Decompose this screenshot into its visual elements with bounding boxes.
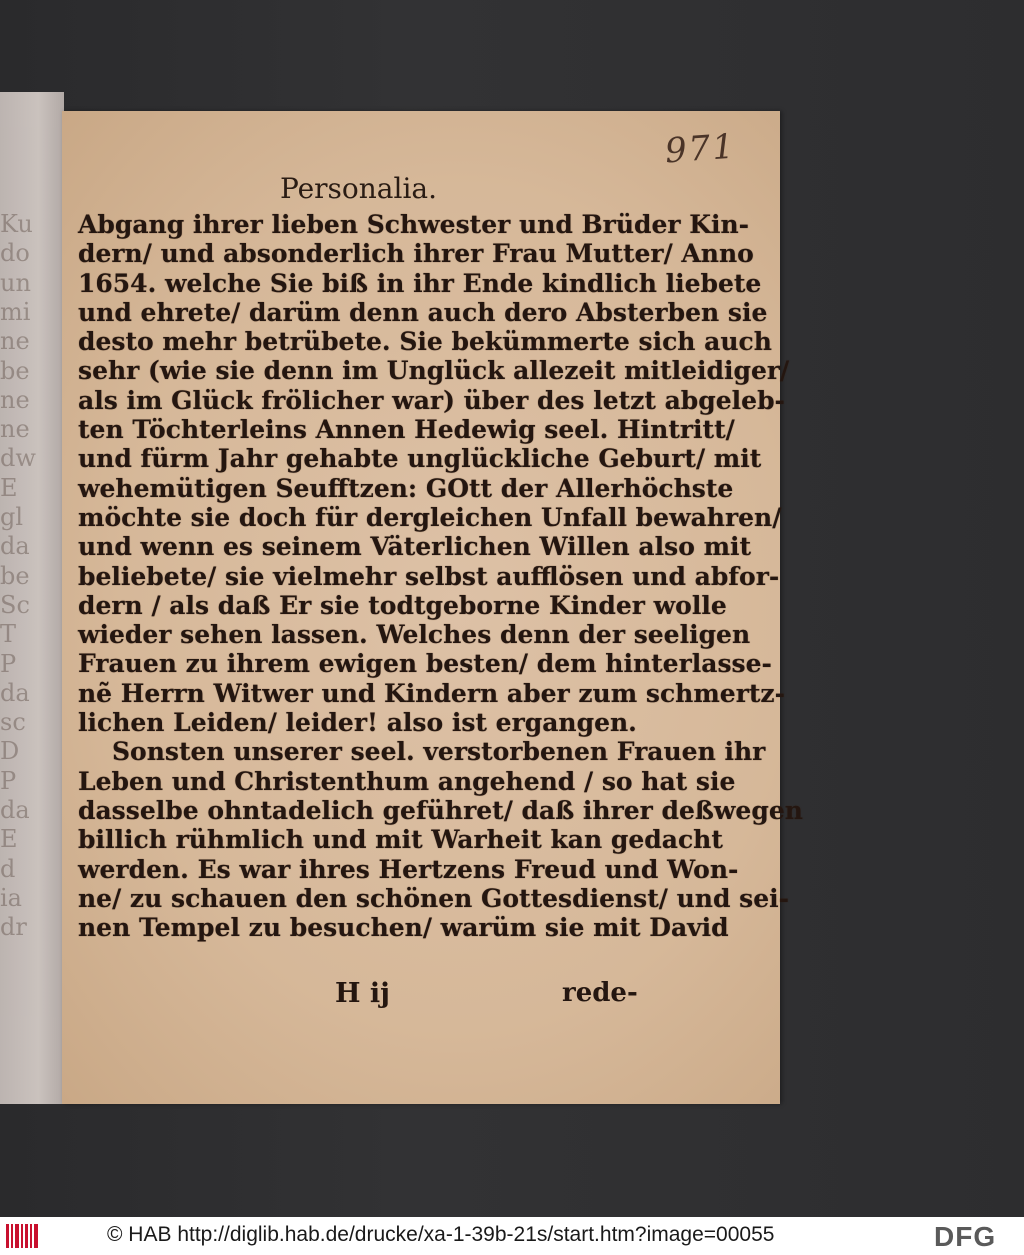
dfg-logo: DFG <box>934 1221 997 1252</box>
text-line: wieder sehen lassen. Welches denn der seeligen <box>78 620 751 650</box>
facing-page-fragment: do <box>0 239 30 268</box>
facing-page-fragment: be <box>0 356 30 385</box>
facing-page-fragment: d <box>0 854 16 883</box>
copyright-link[interactable]: © HAB http://diglib.hab.de/drucke/xa-1-39b-21s/start.htm?image=00055 <box>107 1223 775 1246</box>
text-line: ten Töchterleins Annen Hedewig seel. Hintritt/ <box>78 415 735 445</box>
text-line: dasselbe ohntadelich geführet/ daß ihrer deßwegen <box>78 795 803 825</box>
text-line: billich rühmlich und mit Warheit kan gedacht <box>78 825 723 855</box>
text-line: werden. Es war ihres Hertzens Freud und Won- <box>78 854 739 884</box>
facing-page-fragment: ne <box>0 415 30 444</box>
text-line: dern / als daß Er sie todtgeborne Kinder wolle <box>78 590 727 620</box>
facing-page-fragment: E <box>0 473 18 502</box>
text-line: Leben und Christenthum angehend / so hat sie <box>78 766 736 796</box>
text-line: desto mehr betrübete. Sie bekümmerte sich auch <box>78 327 772 357</box>
facing-page-fragment: dw <box>0 444 36 473</box>
facing-page-fragment: Ku <box>0 210 33 238</box>
text-line: sehr (wie sie denn im Unglück allezeit mitleidiger/ <box>78 356 790 386</box>
text-line: Abgang ihrer lieben Schwester und Brüder Kin- <box>78 210 750 239</box>
facing-page-fragment: da <box>0 678 30 707</box>
text-line: möchte sie doch für dergleichen Unfall bewahren/ <box>78 502 782 532</box>
facing-page-fragment: un <box>0 268 31 297</box>
facing-page-fragment: da <box>0 532 30 561</box>
text-line: lichen Leiden/ leider! also ist ergangen. <box>78 708 637 738</box>
facing-page-fragment: Sc <box>0 590 30 619</box>
facing-page-fragment: sc <box>0 708 26 737</box>
text-line: und wenn es seinem Väterlichen Willen also mit <box>78 532 752 562</box>
facing-page-fragment: D <box>0 737 20 766</box>
facing-page-fragment: P <box>0 649 17 678</box>
text-line: ne/ zu schauen den schönen Gottesdienst/ und sei- <box>78 883 790 913</box>
facing-page-fragment: T <box>0 620 17 649</box>
text-line: Sonsten unserer seel. verstorbenen Frauen ihr <box>112 737 766 767</box>
text-line: Frauen zu ihrem ewigen besten/ dem hinterlasse- <box>78 649 772 679</box>
body-text <box>78 210 803 943</box>
facing-page-fragment: ne <box>0 327 30 356</box>
facing-page-fragment: E <box>0 825 18 854</box>
text-line: nẽ Herrn Witwer und Kindern aber zum schmertz- <box>78 678 786 708</box>
facing-page-fragment: mi <box>0 297 31 326</box>
text-line: als im Glück frölicher war) über des letzt abgeleb- <box>78 385 785 415</box>
text-line: beliebete/ sie vielmehr selbst aufflösen und abfor- <box>78 561 780 591</box>
signature-mark: H ij <box>335 978 390 1009</box>
running-head: Personalia. <box>280 172 437 205</box>
facing-page-fragment: gl <box>0 503 24 531</box>
text-line: nen Tempel zu besuchen/ warüm sie mit David <box>78 913 729 943</box>
text-line: und fürm Jahr gehabte unglückliche Geburt/ mit <box>78 444 762 474</box>
text-line: dern/ und absonderlich ihrer Frau Mutter/ Anno <box>78 239 754 269</box>
catchword: rede- <box>562 978 638 1008</box>
facing-page-fragment: dr <box>0 913 27 942</box>
facing-page-edge <box>0 92 64 1104</box>
facing-page-fragment: ia <box>0 883 22 912</box>
text-line: und ehrete/ darüm denn auch dero Absterben sie <box>78 297 768 327</box>
text-line: wehemütigen Seufftzen: GOtt der Allerhöchste <box>78 473 734 503</box>
text-line: 1654. welche Sie biß in ihr Ende kindlich liebete <box>78 268 762 298</box>
facing-page-fragment: be <box>0 561 30 590</box>
hab-logo-icon <box>6 1224 42 1248</box>
footer-bar <box>0 1217 1024 1255</box>
facing-page-fragment: ne <box>0 385 30 414</box>
facing-page-fragment: P <box>0 766 17 795</box>
facing-page-fragment: da <box>0 796 30 824</box>
folio-number: 971 <box>663 126 738 172</box>
